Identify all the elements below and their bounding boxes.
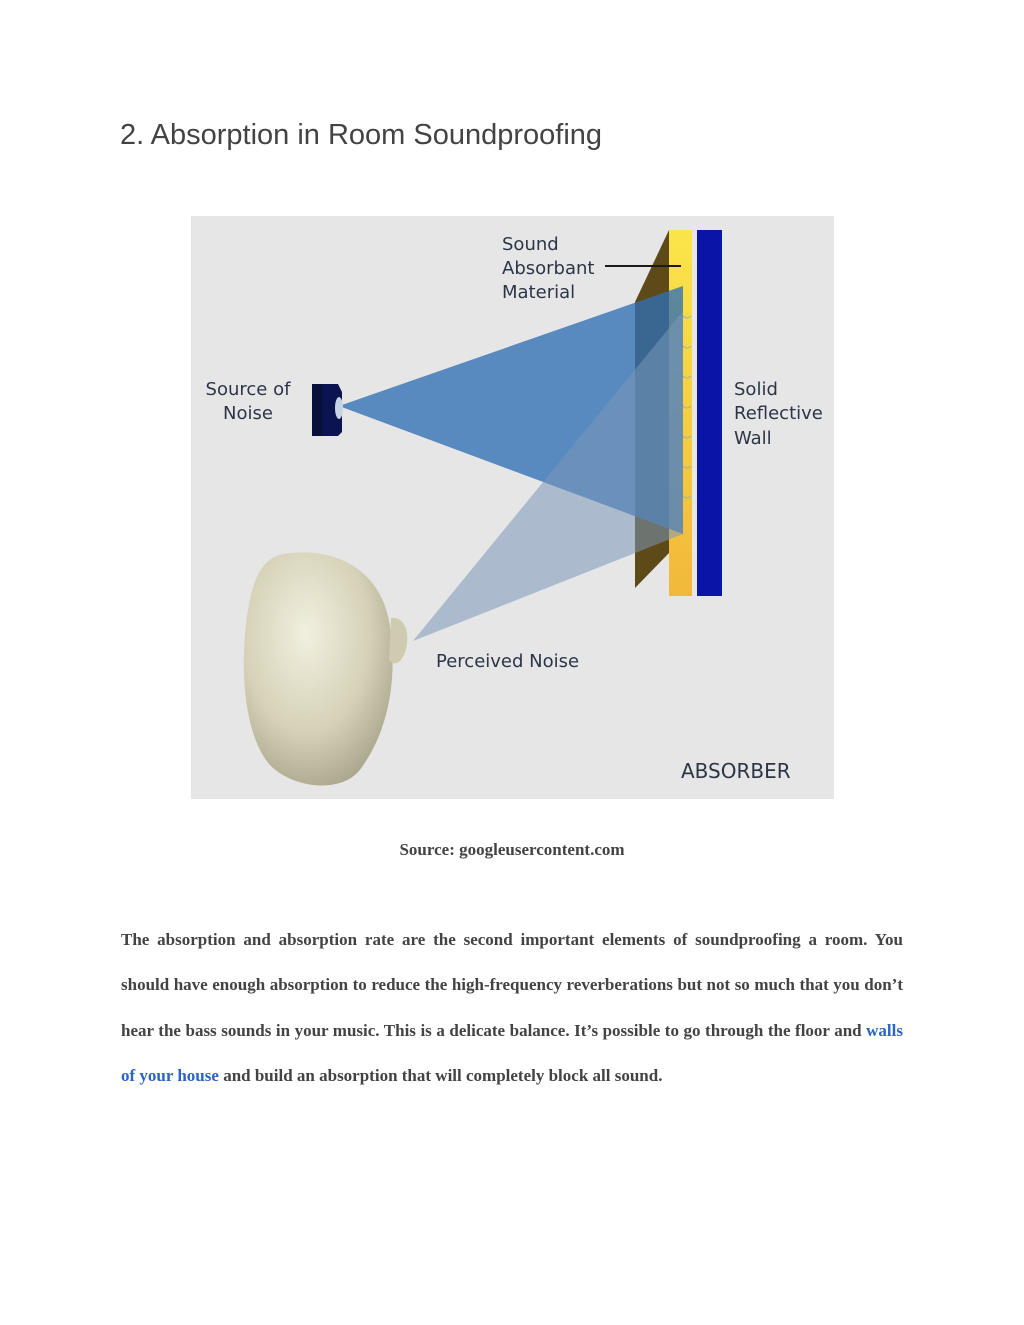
absorber-diagram [191,216,834,799]
walls-of-your-house-link[interactable]: walls of your house [121,1020,903,1085]
page-title: 2. Absorption in Room Soundproofing [120,119,603,151]
reflective-wall [697,230,722,596]
label-absorbant-1: Sound [502,234,559,255]
label-source-2: Noise [223,403,273,424]
paragraph-text-start: The absorption and absorption rate are the second important elements of soundproofing a room. You should have enough absorption to reduce the high-frequency reverberations but not so much that you don’t hear the bass sounds in your music. This is a delicate balance. It’s possible to go through the floor and [121,930,903,1040]
speaker-icon [312,384,343,436]
absorber-illustration [191,216,834,799]
label-absorbant-2: Absorbant [502,258,595,279]
label-absorbant-3: Material [502,282,576,303]
label-source-1: Source of [205,379,291,400]
paragraph-text-end: and build an absorption that will completely block all sound. [218,1065,663,1085]
head-icon [244,552,407,785]
label-absorber-type: ABSORBER [681,759,791,783]
label-wall-1: Solid [734,379,778,400]
image-caption: Source: googleusercontent.com [399,840,625,859]
label-perceived-noise: Perceived Noise [436,651,580,672]
label-wall-2: Reflective [734,403,823,424]
label-wall-3: Wall [734,428,772,449]
body-paragraph [121,917,903,1098]
